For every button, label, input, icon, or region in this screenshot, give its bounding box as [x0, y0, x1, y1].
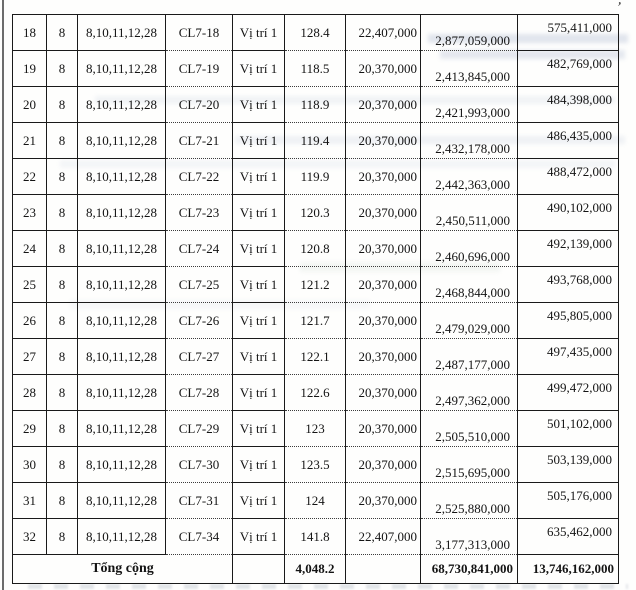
- bleed-through-artifact: [28, 584, 628, 589]
- cell-plot-code: CL7-24: [166, 231, 233, 267]
- cell-value: 503,139,000: [518, 447, 619, 483]
- cell-plot-code: CL7-22: [166, 159, 233, 195]
- cell-stt: 25: [13, 267, 47, 303]
- cell-amount: 2,468,844,000: [421, 267, 518, 303]
- cell-area: 119.4: [285, 123, 346, 159]
- cell-streets: 8,10,11,12,28: [78, 51, 166, 87]
- cell-unit-price: 22,407,000: [346, 519, 421, 555]
- cell-zone: 8: [47, 447, 78, 483]
- table-row: [13, 159, 619, 195]
- cell-value: 501,102,000: [518, 411, 619, 447]
- cell-area: 141.8: [285, 519, 346, 555]
- cell-streets: 8,10,11,12,28: [78, 483, 166, 519]
- total-position-empty-cell: [233, 555, 285, 584]
- cell-streets: 8,10,11,12,28: [78, 339, 166, 375]
- cell-stt: 24: [13, 231, 47, 267]
- cell-zone: 8: [47, 159, 78, 195]
- cell-position: Vị trí 1: [233, 267, 285, 303]
- cell-position: Vị trí 1: [233, 483, 285, 519]
- cell-position: Vị trí 1: [233, 411, 285, 447]
- cell-unit-price: 20,370,000: [346, 51, 421, 87]
- cell-amount: 2,497,362,000: [421, 375, 518, 411]
- cell-area: 121.7: [285, 303, 346, 339]
- cell-stt: 23: [13, 195, 47, 231]
- table-row: [13, 267, 619, 303]
- cell-position: Vị trí 1: [233, 195, 285, 231]
- cell-amount: 2,487,177,000: [421, 339, 518, 375]
- cell-value: 486,435,000: [518, 123, 619, 159]
- total-unit-price-empty-cell: [346, 555, 421, 584]
- cell-unit-price: 20,370,000: [346, 411, 421, 447]
- cell-stt: 18: [13, 15, 47, 51]
- table-row: [13, 123, 619, 159]
- cell-position: Vị trí 1: [233, 447, 285, 483]
- cell-position: Vị trí 1: [233, 375, 285, 411]
- table-body: [13, 15, 619, 584]
- table-row: [13, 519, 619, 555]
- table-row: [13, 483, 619, 519]
- table-row: [13, 15, 619, 51]
- cell-area: 123.5: [285, 447, 346, 483]
- land-price-table: [12, 14, 619, 584]
- cell-position: Vị trí 1: [233, 303, 285, 339]
- table-row: [13, 339, 619, 375]
- page-edge-line: [2, 0, 4, 590]
- total-area-cell: 4,048.2: [285, 555, 346, 584]
- cell-area: 124: [285, 483, 346, 519]
- cell-zone: 8: [47, 375, 78, 411]
- cell-area: 118.9: [285, 87, 346, 123]
- cell-stt: 20: [13, 87, 47, 123]
- cell-stt: 31: [13, 483, 47, 519]
- cell-plot-code: CL7-30: [166, 447, 233, 483]
- total-row: [13, 555, 619, 584]
- cell-streets: 8,10,11,12,28: [78, 87, 166, 123]
- cell-position: Vị trí 1: [233, 339, 285, 375]
- cell-amount: 2,479,029,000: [421, 303, 518, 339]
- cell-streets: 8,10,11,12,28: [78, 267, 166, 303]
- cell-amount: 2,460,696,000: [421, 231, 518, 267]
- cell-position: Vị trí 1: [233, 15, 285, 51]
- cell-unit-price: 20,370,000: [346, 375, 421, 411]
- cell-amount: 3,177,313,000: [421, 519, 518, 555]
- cell-area: 122.6: [285, 375, 346, 411]
- cell-streets: 8,10,11,12,28: [78, 303, 166, 339]
- cell-plot-code: CL7-29: [166, 411, 233, 447]
- cell-streets: 8,10,11,12,28: [78, 123, 166, 159]
- cell-streets: 8,10,11,12,28: [78, 159, 166, 195]
- cell-value: 635,462,000: [518, 519, 619, 555]
- cell-plot-code: CL7-28: [166, 375, 233, 411]
- cell-streets: 8,10,11,12,28: [78, 411, 166, 447]
- cell-position: Vị trí 1: [233, 51, 285, 87]
- cell-stt: 26: [13, 303, 47, 339]
- cell-position: Vị trí 1: [233, 87, 285, 123]
- cell-position: Vị trí 1: [233, 123, 285, 159]
- cell-plot-code: CL7-26: [166, 303, 233, 339]
- cell-position: Vị trí 1: [233, 159, 285, 195]
- cell-unit-price: 20,370,000: [346, 267, 421, 303]
- cell-plot-code: CL7-23: [166, 195, 233, 231]
- cell-area: 120.3: [285, 195, 346, 231]
- table-row: [13, 375, 619, 411]
- cell-unit-price: 20,370,000: [346, 447, 421, 483]
- table-row: [13, 87, 619, 123]
- cell-streets: 8,10,11,12,28: [78, 15, 166, 51]
- cell-zone: 8: [47, 51, 78, 87]
- cell-position: Vị trí 1: [233, 231, 285, 267]
- cell-plot-code: CL7-34: [166, 519, 233, 555]
- cell-zone: 8: [47, 15, 78, 51]
- table-row: [13, 195, 619, 231]
- cell-value: 488,472,000: [518, 159, 619, 195]
- cell-amount: 2,432,178,000: [421, 123, 518, 159]
- cell-zone: 8: [47, 195, 78, 231]
- total-amount-cell: 68,730,841,000: [421, 555, 518, 584]
- cell-unit-price: 20,370,000: [346, 303, 421, 339]
- cell-zone: 8: [47, 519, 78, 555]
- table-row: [13, 303, 619, 339]
- cell-value: 575,411,000: [518, 15, 619, 51]
- cell-unit-price: 20,370,000: [346, 339, 421, 375]
- cell-area: 121.2: [285, 267, 346, 303]
- cell-area: 119.9: [285, 159, 346, 195]
- cell-streets: 8,10,11,12,28: [78, 195, 166, 231]
- cell-unit-price: 20,370,000: [346, 87, 421, 123]
- cell-area: 120.8: [285, 231, 346, 267]
- cell-streets: 8,10,11,12,28: [78, 375, 166, 411]
- cell-plot-code: CL7-31: [166, 483, 233, 519]
- cell-area: 118.5: [285, 51, 346, 87]
- cell-plot-code: CL7-19: [166, 51, 233, 87]
- total-value-cell: 13,746,162,000: [532, 561, 614, 576]
- cell-unit-price: 20,370,000: [346, 231, 421, 267]
- cell-value: 492,139,000: [518, 231, 619, 267]
- cell-amount: 2,505,510,000: [421, 411, 518, 447]
- cell-zone: 8: [47, 231, 78, 267]
- table-row: [13, 51, 619, 87]
- cell-stt: 21: [13, 123, 47, 159]
- cell-area: 122.1: [285, 339, 346, 375]
- table-row: [13, 447, 619, 483]
- cell-stt: 19: [13, 51, 47, 87]
- cell-streets: 8,10,11,12,28: [78, 231, 166, 267]
- cell-streets: 8,10,11,12,28: [78, 519, 166, 555]
- scan-artifact-mark: ’: [614, 0, 623, 17]
- cell-position: Vị trí 1: [233, 519, 285, 555]
- cell-value: 495,805,000: [518, 303, 619, 339]
- cell-plot-code: CL7-25: [166, 267, 233, 303]
- cell-unit-price: 20,370,000: [346, 123, 421, 159]
- cell-amount: 2,515,695,000: [421, 447, 518, 483]
- cell-zone: 8: [47, 483, 78, 519]
- cell-plot-code: CL7-18: [166, 15, 233, 51]
- cell-amount: 2,413,845,000: [421, 51, 518, 87]
- cell-amount: 2,421,993,000: [421, 87, 518, 123]
- cell-value: 499,472,000: [518, 375, 619, 411]
- cell-plot-code: CL7-21: [166, 123, 233, 159]
- cell-value: 497,435,000: [518, 339, 619, 375]
- cell-amount: 2,525,880,000: [421, 483, 518, 519]
- cell-unit-price: 20,370,000: [346, 483, 421, 519]
- cell-unit-price: 20,370,000: [346, 195, 421, 231]
- cell-unit-price: 22,407,000: [346, 15, 421, 51]
- cell-amount: 2,877,059,000: [421, 15, 518, 51]
- cell-zone: 8: [47, 123, 78, 159]
- cell-unit-price: 20,370,000: [346, 159, 421, 195]
- cell-streets: 8,10,11,12,28: [78, 447, 166, 483]
- cell-zone: 8: [47, 87, 78, 123]
- cell-amount: 2,450,511,000: [421, 195, 518, 231]
- cell-value: 493,768,000: [518, 267, 619, 303]
- cell-value: 484,398,000: [518, 87, 619, 123]
- cell-value: 490,102,000: [518, 195, 619, 231]
- cell-stt: 29: [13, 411, 47, 447]
- cell-stt: 27: [13, 339, 47, 375]
- total-label: Tổng cộng: [13, 555, 233, 584]
- cell-stt: 30: [13, 447, 47, 483]
- cell-zone: 8: [47, 411, 78, 447]
- table-row: [13, 231, 619, 267]
- cell-amount: 2,442,363,000: [421, 159, 518, 195]
- table-row: [13, 411, 619, 447]
- cell-zone: 8: [47, 339, 78, 375]
- cell-area: 128.4: [285, 15, 346, 51]
- cell-stt: 28: [13, 375, 47, 411]
- cell-zone: 8: [47, 303, 78, 339]
- cell-stt: 22: [13, 159, 47, 195]
- cell-value: 482,769,000: [518, 51, 619, 87]
- cell-stt: 32: [13, 519, 47, 555]
- cell-area: 123: [285, 411, 346, 447]
- cell-plot-code: CL7-27: [166, 339, 233, 375]
- cell-zone: 8: [47, 267, 78, 303]
- cell-value: 505,176,000: [518, 483, 619, 519]
- cell-plot-code: CL7-20: [166, 87, 233, 123]
